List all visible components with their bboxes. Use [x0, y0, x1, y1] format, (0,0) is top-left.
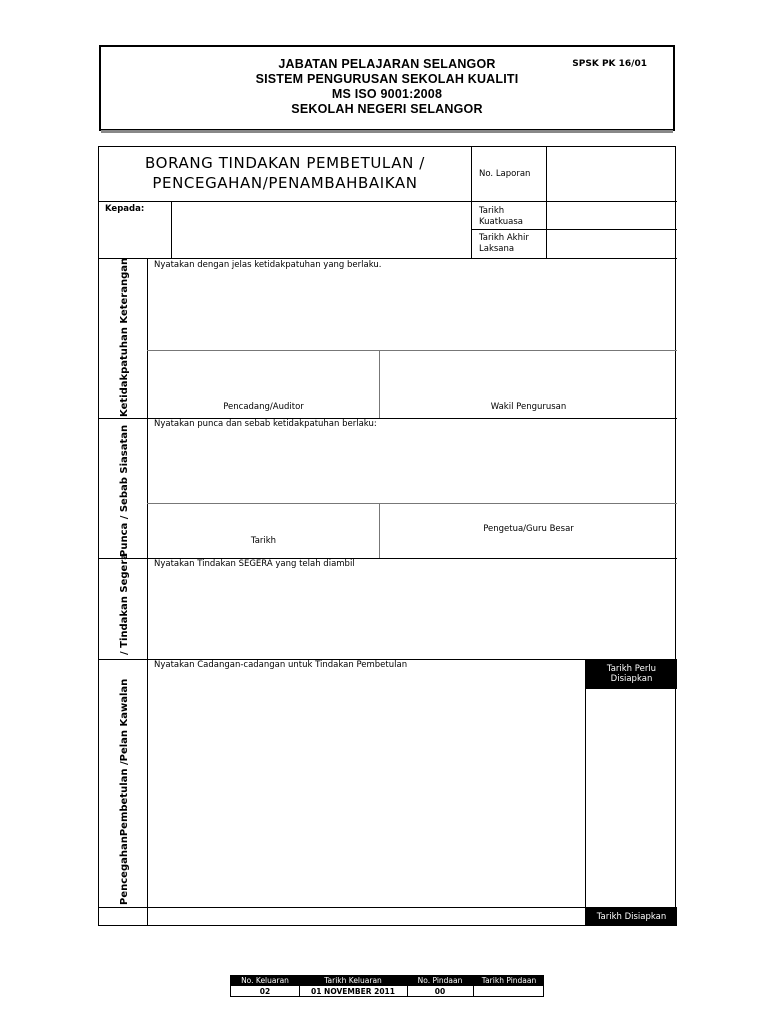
section2-prompt: Nyatakan punca dan sebab ketidakpatuhan berlaku:: [154, 419, 377, 429]
header-tarikh-keluaran: Tarikh Keluaran: [324, 976, 382, 985]
form-title-line-2: PENCEGAHAN/PENAMBAHBAIKAN: [152, 174, 418, 192]
tarikh-akhir-laksana-field[interactable]: [547, 230, 675, 257]
value-no-pindaan: 00: [434, 987, 446, 996]
header-line-3: MS ISO 9001:2008: [331, 87, 443, 101]
header-line-2: SISTEM PENGURUSAN SEKOLAH KUALITI: [255, 72, 519, 86]
document-code: SPSK PK 16/01: [572, 59, 647, 69]
revision-table: [230, 975, 544, 997]
tarikh-akhir-laksana-label: Tarikh Akhir Laksana: [479, 233, 529, 254]
value-tarikh-keluaran: 01 NOVEMBER 2011: [311, 987, 395, 996]
pengetua-guru-besar-label: Pengetua/Guru Besar: [483, 524, 574, 534]
no-laporan-field[interactable]: [547, 147, 675, 201]
header-tarikh-pindaan: Tarikh Pindaan: [481, 976, 537, 985]
section3-text-area[interactable]: [148, 571, 676, 658]
section1-prompt: Nyatakan dengan jelas ketidakpatuhan yang berlaku.: [154, 260, 382, 270]
tarikh-kuatkuasa-field[interactable]: [547, 202, 675, 229]
document-header: [99, 45, 675, 131]
section-label-pelan-kawalan: PencegahanPembetulan /Pelan Kawalan: [119, 678, 130, 905]
tarikh-perlu-disiapkan-field[interactable]: [586, 690, 676, 907]
header-no-pindaan: No. Pindaan: [417, 976, 463, 985]
section2-text-area[interactable]: [148, 431, 676, 502]
form-title-line-1: BORANG TINDAKAN PEMBETULAN /: [145, 154, 425, 172]
tarikh-disiapkan-label: Tarikh Disiapkan: [586, 908, 677, 926]
tarikh-label: Tarikh: [250, 536, 277, 546]
section1-text-area[interactable]: [148, 272, 676, 350]
kepada-field[interactable]: [172, 202, 470, 257]
tarikh-perlu-disiapkan-header: Tarikh Perlu Disiapkan: [586, 660, 677, 689]
header-no-keluaran: No. Keluaran: [241, 976, 289, 985]
tarikh-kuatkuasa-label: Tarikh Kuatkuasa: [479, 206, 523, 227]
value-no-keluaran: 02: [259, 987, 271, 996]
section4-text-area[interactable]: [148, 672, 584, 907]
no-laporan-label: No. Laporan: [479, 169, 531, 179]
pencadang-auditor-label: Pencadang/Auditor: [223, 402, 304, 412]
wakil-pengurusan-label: Wakil Pengurusan: [490, 402, 567, 412]
kepada-label: Kepada:: [105, 204, 145, 214]
section-label-tindakan-segera: / Tindakan Segera: [119, 552, 130, 655]
section-label-siasatan: Punca / Sebab Siasatan: [119, 424, 130, 557]
form-title: [99, 153, 471, 193]
header-line-4: SEKOLAH NEGERI SELANGOR: [291, 102, 483, 116]
section4-prompt: Nyatakan Cadangan-cadangan untuk Tindakan Pembetulan: [154, 660, 408, 670]
section-label-keterangan: Ketidakpatuhan Keterangan: [119, 257, 130, 417]
header-line-1: JABATAN PELAJARAN SELANGOR: [278, 57, 496, 71]
section3-prompt: Nyatakan Tindakan SEGERA yang telah diambil: [154, 559, 355, 569]
form-table: [98, 146, 676, 926]
header-shadow: [101, 130, 673, 133]
